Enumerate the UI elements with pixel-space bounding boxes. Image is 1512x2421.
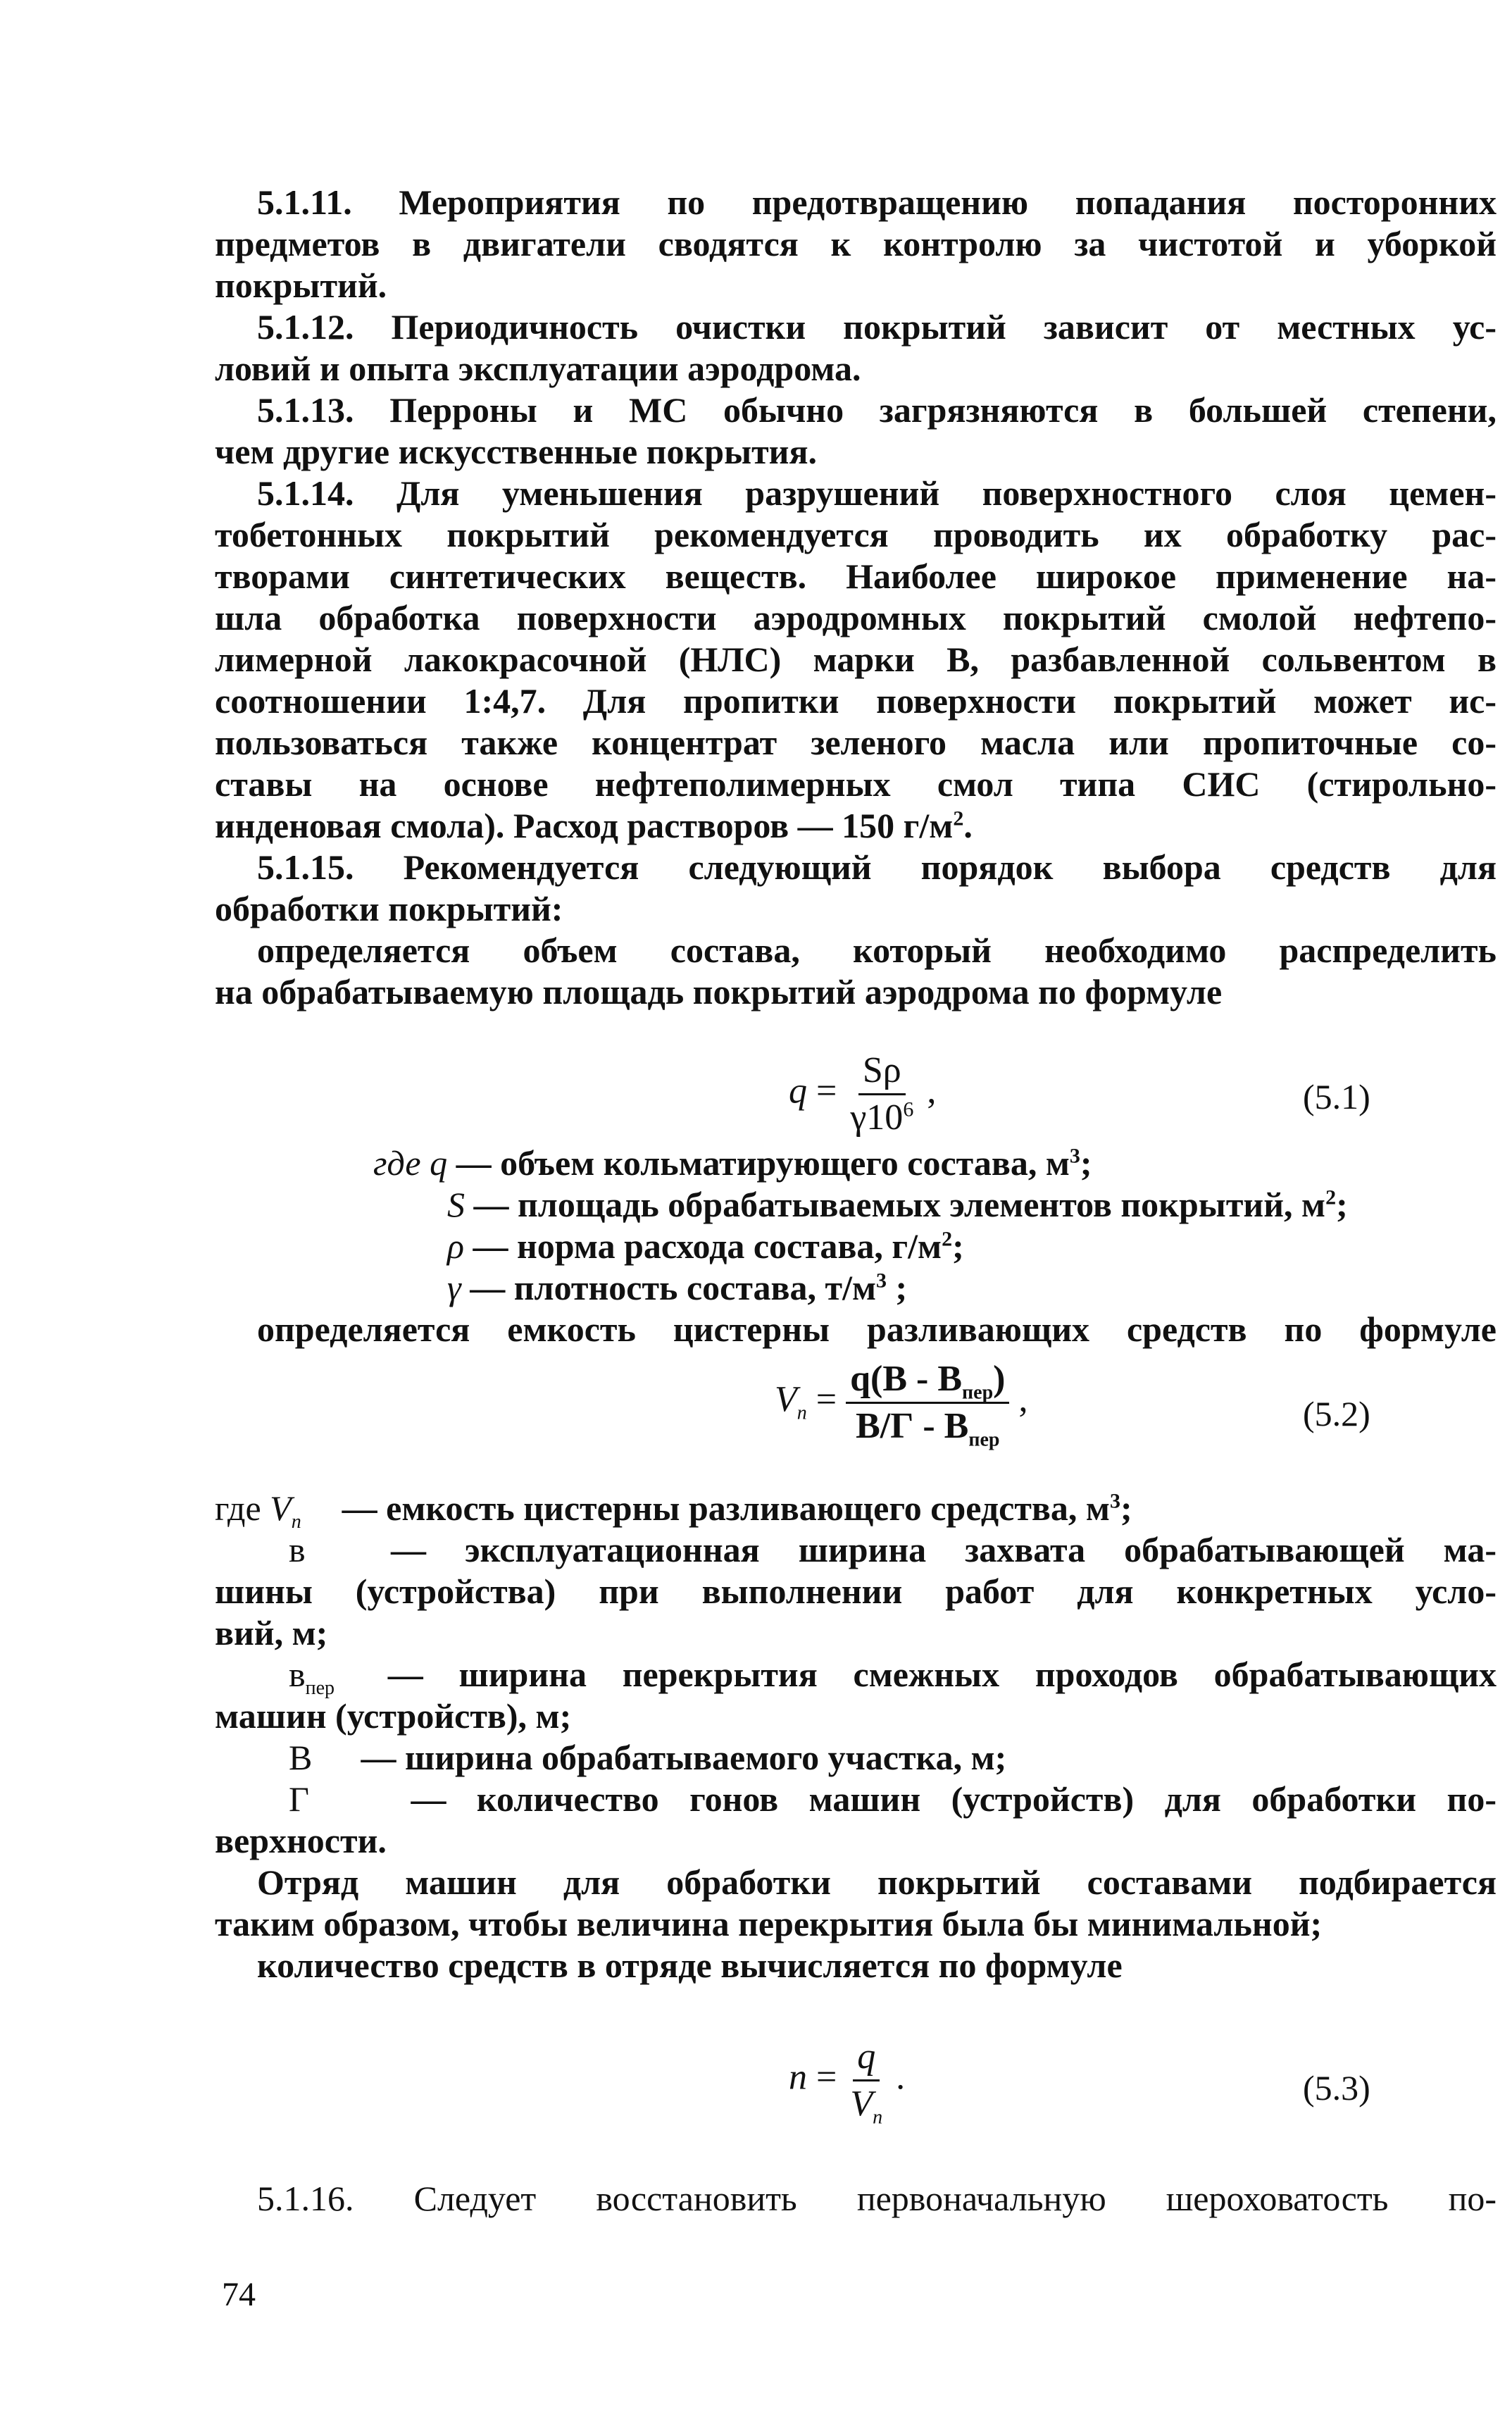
text-span: γ10	[850, 1097, 904, 1138]
symbol: Г	[289, 1779, 309, 1819]
text-line: вий, м;	[215, 1613, 328, 1653]
where-label: где	[215, 1488, 261, 1528]
definition-text: — ширина обрабатываемого участка, м;	[352, 1738, 1007, 1777]
definition-line	[215, 1226, 1497, 1267]
text-line: 5.1.14. Для уменьшения разрушений поверхностного слоя цемен-	[257, 473, 1497, 513]
superscript: 6	[903, 1097, 914, 1121]
symbol: γ	[447, 1268, 461, 1307]
text-line: обработки покрытий:	[215, 889, 563, 928]
denominator	[851, 1404, 1004, 1451]
formula-lhs	[775, 1379, 807, 1424]
definition-line	[215, 1737, 1497, 1779]
text-span: ;	[952, 1226, 964, 1266]
numerator: Sρ	[858, 1050, 906, 1095]
text-line: 5.1.16. Следует восстановить первоначальную шероховатость по-	[257, 2179, 1497, 2218]
definition-line	[215, 1184, 1497, 1226]
symbol	[289, 1654, 352, 1699]
text-line: тобетонных покрытий рекомендуется проводить их обработку рас-	[215, 515, 1497, 554]
text-span: ;	[1120, 1488, 1132, 1528]
section-5-1-16	[215, 2178, 1497, 2220]
definition-line	[215, 1779, 1497, 1820]
symbol	[270, 1488, 333, 1533]
period: .	[896, 2057, 906, 2098]
denominator	[846, 2081, 887, 2129]
definition-line	[215, 1529, 1497, 1571]
text-span: ;	[1080, 1143, 1092, 1183]
definition-text: — норма расхода состава, г/м	[464, 1226, 942, 1266]
text-span: ;	[887, 1268, 908, 1307]
symbol: в	[289, 1530, 306, 1569]
superscript: 2	[1325, 1185, 1337, 1209]
text-span: V	[850, 2084, 873, 2124]
formula-lhs: n	[789, 2057, 807, 2098]
formula-5-3	[789, 2036, 906, 2129]
superscript: 3	[876, 1269, 887, 1293]
definition-text: — плотность состава, т/м	[461, 1268, 877, 1307]
definition-text: — количество гонов машин (устройств) для обработки по-	[380, 1779, 1497, 1819]
text-line: пользоваться также концентрат зеленого масла или пропиточные со-	[215, 723, 1497, 762]
page-number: 74	[222, 2276, 256, 2313]
text-line: 5.1.15. Рекомендуется следующий порядок выбора средств для	[257, 847, 1497, 887]
text-line: ставы на основе нефтеполимерных смол типа СИС (стирольно-	[215, 764, 1497, 804]
superscript: 3	[1109, 1489, 1120, 1513]
subscript: пер	[968, 1429, 1000, 1451]
text-line: таким образом, чтобы величина перекрытия была бы минимальной;	[215, 1904, 1323, 1943]
definition-text: — эксплуатационная ширина захвата обрабатывающей ма-	[352, 1530, 1497, 1569]
fraction	[846, 2036, 887, 2129]
text-line: предметов в двигатели сводятся к контролю за чистотой и уборкой	[215, 224, 1497, 263]
text-line	[215, 805, 1497, 847]
text-line: покрытий.	[215, 266, 387, 305]
equation-number: (5.2)	[1303, 1394, 1370, 1433]
text-line: определяется объем состава, который необходимо распределить	[257, 931, 1497, 970]
formula-lhs: q	[789, 1071, 807, 1112]
definition-text: — объем кольматирующего состава, м	[447, 1143, 1070, 1183]
definition-line	[215, 1267, 1497, 1309]
text-span: .	[963, 806, 973, 845]
text-span: ;	[1336, 1185, 1348, 1224]
text-span: )	[993, 1359, 1006, 1399]
definitions-5-1	[215, 1143, 1497, 1350]
equation-number: (5.1)	[1303, 1077, 1370, 1116]
formula-5-2	[775, 1358, 1028, 1451]
text-line: верхности.	[215, 1821, 387, 1860]
text-line: определяется емкость цистерны разливающих средств по формуле	[257, 1309, 1497, 1349]
definition-line	[215, 1143, 1497, 1184]
text-line: лимерной лакокрасочной (НЛС) марки В, разбавленной сольвентом в	[215, 640, 1497, 679]
comma: ,	[927, 1071, 937, 1112]
fraction	[846, 1050, 918, 1139]
subscript: пер	[305, 1677, 335, 1699]
numerator	[846, 1358, 1009, 1404]
symbol: q	[430, 1143, 448, 1183]
symbol: ρ	[447, 1226, 464, 1266]
text-line: 5.1.12. Периодичность очистки покрытий зависит от местных ус-	[257, 307, 1497, 347]
text-line: ловий и опыта эксплуатации аэродрома.	[215, 349, 861, 388]
superscript: 2	[953, 807, 964, 830]
subscript: пер	[962, 1381, 994, 1404]
text-line: машин (устройств), м;	[215, 1696, 572, 1736]
text-line: творами синтетических веществ. Наиболее широкое применение на-	[215, 556, 1497, 596]
text-span: V	[775, 1379, 797, 1420]
text-span: В/Г - В	[856, 1406, 969, 1446]
comma: ,	[1018, 1379, 1028, 1420]
text-span: q(В - В	[850, 1359, 963, 1399]
text-line: Отряд машин для обработки покрытий составами подбирается	[257, 1862, 1497, 1902]
definition-text: — емкость цистерны разливающего средства, м	[333, 1488, 1110, 1528]
definition-text: — площадь обрабатываемых элементов покрытий, м	[465, 1185, 1326, 1224]
definition-text: — ширина перекрытия смежных проходов обрабатывающих	[352, 1655, 1497, 1694]
subscript: п	[873, 2106, 883, 2129]
subscript: п	[796, 1402, 807, 1424]
equation-number: (5.3)	[1303, 2068, 1370, 2108]
text-line: 5.1.13. Перроны и МС обычно загрязняются в большей степени,	[257, 390, 1497, 430]
denominator	[846, 1095, 918, 1139]
definition-line	[215, 1488, 1497, 1533]
text-line: соотношении 1:4,7. Для пропитки поверхности покрытий может ис-	[215, 681, 1497, 721]
equals-sign: =	[816, 1379, 837, 1420]
text-span: инденовая смола). Расход растворов — 150 г/м	[215, 806, 954, 845]
superscript: 3	[1069, 1144, 1080, 1168]
equals-sign: =	[816, 1071, 837, 1112]
text-line: чем другие искусственные покрытия.	[215, 432, 818, 471]
equals-sign: =	[816, 2057, 837, 2098]
text-line: шины (устройства) при выполнении работ для конкретных усло-	[215, 1572, 1497, 1611]
text-span: V	[270, 1488, 292, 1528]
formula-5-1	[789, 1050, 936, 1139]
symbol: В	[289, 1738, 313, 1777]
section-5-1-11-5-1-15	[215, 182, 1497, 1013]
numerator: q	[853, 2036, 880, 2081]
superscript: 2	[942, 1227, 953, 1251]
text-line: шла обработка поверхности аэродромных покрытий смолой нефтепо-	[215, 598, 1497, 637]
definitions-5-2	[215, 1488, 1497, 1986]
text-line: на обрабатываемую площадь покрытий аэродрома по формуле	[215, 972, 1223, 1012]
where-label: где	[373, 1143, 421, 1183]
fraction	[846, 1358, 1009, 1451]
symbol: S	[447, 1185, 465, 1224]
subscript: п	[291, 1511, 301, 1533]
text-line: количество средств в отряде вычисляется по формуле	[257, 1946, 1123, 1985]
text-span: в	[289, 1655, 306, 1694]
text-line: 5.1.11. Мероприятия по предотвращению попадания посторонних	[257, 182, 1497, 222]
definition-line	[215, 1654, 1497, 1699]
